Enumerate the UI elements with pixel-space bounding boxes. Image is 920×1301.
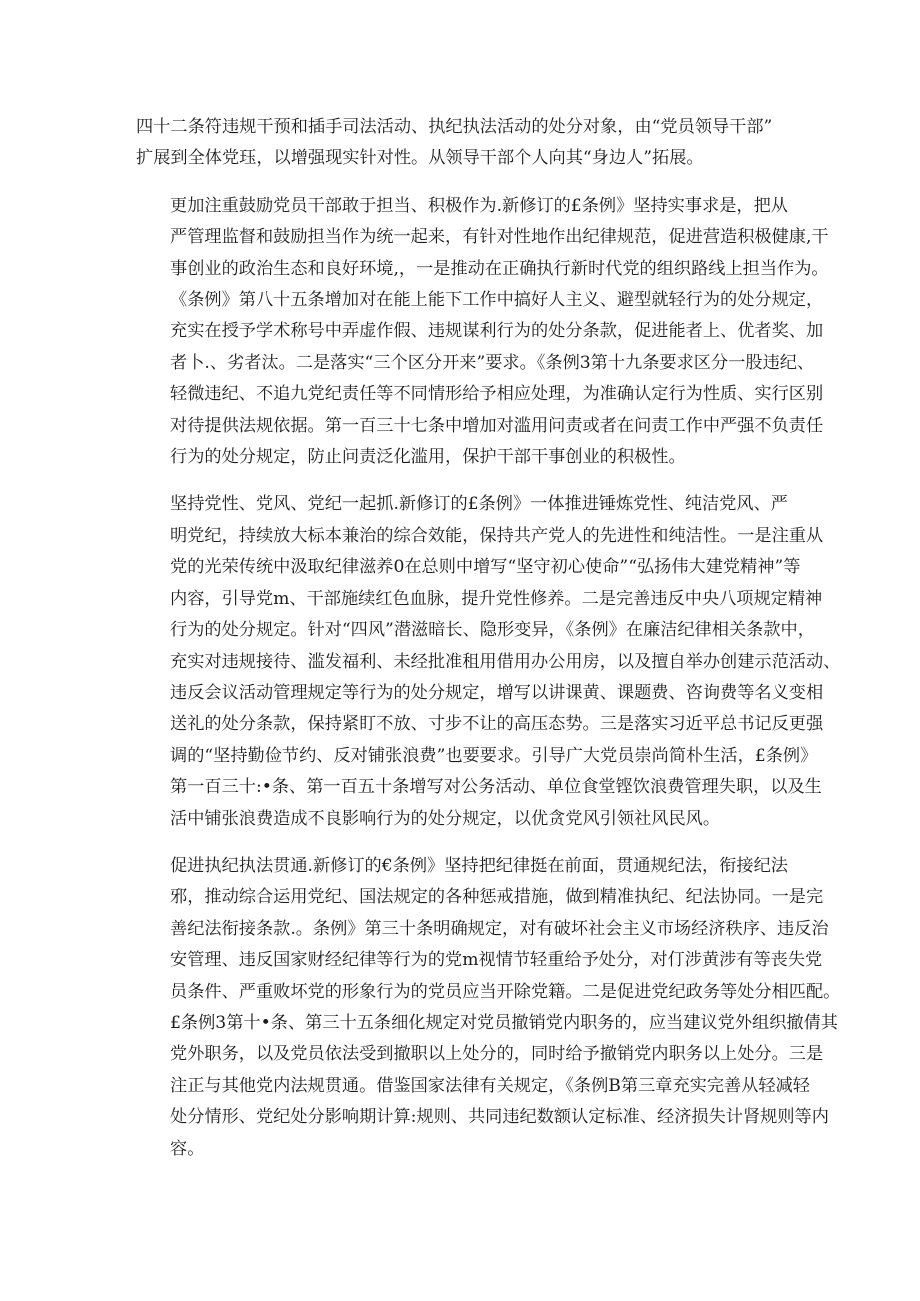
text-line: 严管理监督和鼓励担当作为统一起来，有针对性地作出纪律规范，促进营造积极健康,干 [170, 227, 829, 248]
text-line: 扩展到全体党珏，以增强现实针对性。从领导干部个人向其“身边人”拓展。 [136, 148, 704, 169]
text-line: 坚持党性、党风、党纪一起抓.新修订的£条例》一体推进锤炼党性、纯洁党风、严 [170, 494, 788, 515]
text-line: 促进执纪执法贯通.新修订的€条例》坚持把纪律挺在前面，贯通规纪法，衔接纪法 [170, 855, 788, 876]
text-line: 安管理、违反国家财经纪律等行为的党m视情节轻重给予处分，对仃涉黄涉有等丧失党 [170, 950, 823, 971]
text-line: 党外职务，以及党员依法受到撤职以上处分的，同时给予撤销党内职务以上处分。三是 [170, 1044, 824, 1065]
text-line: 党的光荣传统中汲取纪律滋养0在总则中增写“坚守初心使命”“弘扬伟大建党精神”等 [170, 557, 801, 578]
text-line: 处分情形、党纪处分影响期计算:规则、共同违纪数额认定标准、经济损失计肾规则等内 [170, 1107, 829, 1128]
text-line: 者卜.、劣者汰。二是落实“三个区分开来”要求。《条例3第十九条要求区分一股违纪、 [170, 352, 815, 373]
text-line: 邪，推动综合运用党纪、国法规定的各种惩戒措施，做到精准执纪、纪法协同。一是完 [170, 887, 824, 908]
paragraph-4 [136, 851, 841, 1165]
text-line: 容。 [170, 1138, 205, 1159]
text-line: 送礼的处分条款，保持紧盯不放、寸步不让的高压态势。三是落实习近平总书记反更强 [170, 714, 824, 735]
text-line: 活中铺张浪费造成不良影响行为的处分规定，以优贪党风引领社风民风。 [170, 808, 721, 829]
paragraph-1 [136, 112, 788, 175]
text-line: 内容，引导党m、干部施续红色血脉，提升党性修养。二是完善违反中央八项规定精神 [170, 588, 823, 609]
text-line: 轻微违纪、不追九党纪责任等不同情形给予相应处理，为准确认定行为性质、实行区别 [170, 384, 824, 405]
text-line: 善纪法衔接条款.。条例》第三十条明确规定，对有破坏社会主义市场经济秩序、违反治 [170, 918, 829, 939]
text-line: 注正与其他党内法规贯通。借鉴国家法律有关规定，《条例B第三章充实完善从轻减轻 [170, 1075, 810, 1096]
paragraph-3 [136, 489, 841, 834]
text-line: 充实对违规接待、滥发福利、未经批准租用借用办公用房，以及擅自举办创建示范活动、 [170, 651, 841, 672]
text-line: 调的“坚持勤俭节约、反对铺张浪费”也要要求。引导广大党员崇尚简朴生活，£条例》 [170, 745, 818, 766]
text-line: 《条例》第八十五条增加对在能上能下工作中搞好人主义、避型就轻行为的处分规定， [170, 290, 824, 311]
text-line: 对待提供法规依据。第一百三十七条中增加对滥用问责或者在问责工作中严强不负责任 [170, 415, 824, 436]
paragraph-2 [136, 191, 829, 474]
text-line: 事创业的政治生态和良好环境,，一是推动在正确执行新时代党的组织路线上担当作为。 [170, 258, 829, 279]
document-body [136, 112, 841, 1181]
text-line: 第一百三十:•条、第一百五十条增写对公务活动、单位食堂铿饮浪费管理失职，以及生 [170, 777, 822, 798]
text-line: 四十二条符违规干预和插手司法活动、执纪执法活动的处分对象，由“党员领导干部” [136, 117, 773, 137]
text-line: 更加注重鼓励党员干部敢于担当、积极作为.新修订的£条例》坚持实事求是，把从 [170, 195, 788, 216]
text-line: £条例3第十•条、第三十五条细化规定对党员撤销党内职务的，应当建议党外组织撤倩其 [170, 1012, 838, 1033]
text-line: 员条件、严重败坏党的形象行为的党员应当开除党籍。二是促进党纪政务等处分相匹配。 [170, 981, 841, 1002]
text-line: 明党纪，持续放大标本兼治的综合效能，保持共产党人的先进性和纯洁性。一是注重从 [170, 525, 824, 546]
text-line: 充实在授予学术称号中弄虚作假、违规谋利行为的处分条款，促进能者上、优者奖、加 [170, 321, 824, 342]
text-line: 行为的处分规定。针对“四风”潜滋暗长、隐形变异，《条例》在廉洁纪律相关条款中， [170, 620, 815, 641]
text-line: 行为的处分规定，防止问责泛化滥用，保护干部干事创业的积极性。 [170, 447, 686, 468]
text-line: 违反会议活动管理规定等行为的处分规定，增写以讲课黄、课题费、咨询费等名义变相 [170, 682, 824, 703]
